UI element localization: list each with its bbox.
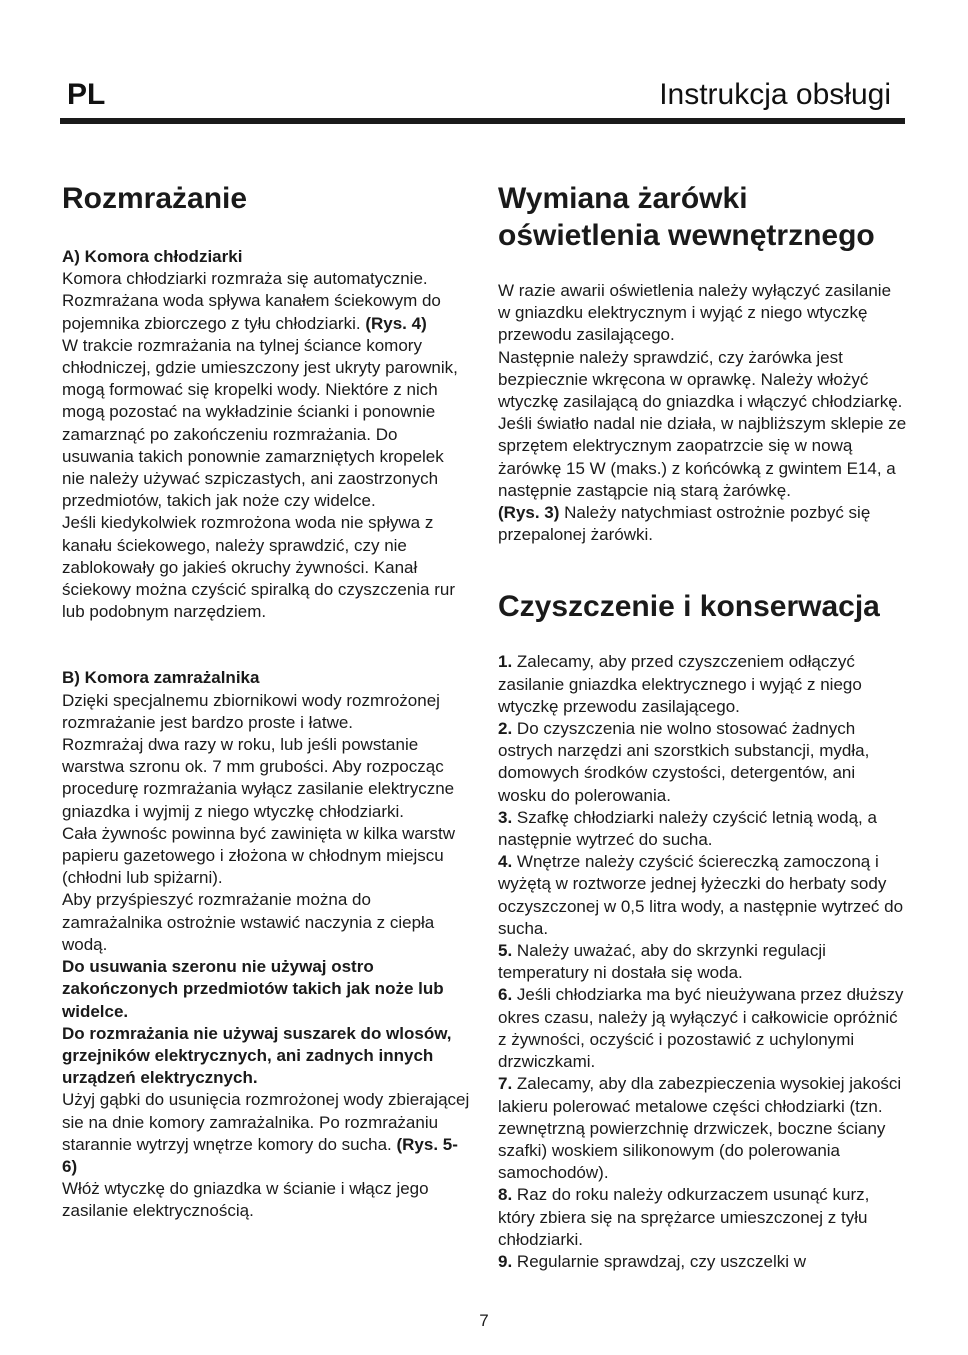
document-title: Instrukcja obsługi	[659, 78, 891, 111]
freezer-paragraph-5: Użyj gąbki do usunięcia rozmrożonej wody zbierającej sie na dnie komory zamrażalnika. Po rozmrażaniu starannie wytrzyj wnętrze komory do sucha. (Rys. 5-6)	[62, 1090, 470, 1176]
freezer-paragraph-1: Dzięki specjalnemu zbiornikowi wody rozmrożonej rozmrażanie jest bardzo proste i łatwe.	[62, 690, 440, 732]
bulb-paragraph-3: Jeśli światło nadal nie działa, w najbliższym sklepie ze sprzętem elektrycznym zaopatrzcie się w nową żarówkę 15 W (maks.) z końcówką z gwintem E14, a następnie zastąpcie nią starą żarówkę.	[498, 414, 907, 500]
bulb-heading: Wymiana żarówki oświetlenia wewnętrznego	[498, 182, 875, 252]
cleaning-item	[498, 807, 908, 851]
figure-ref: (Rys. 3)	[498, 503, 560, 523]
freezer-section-title: B) Komora zamrażalnika	[62, 668, 260, 688]
cleaning-item	[498, 940, 908, 984]
item-number: 7.	[498, 1074, 513, 1094]
item-text: Zalecamy, aby przed czyszczeniem odłączyć zasilanie gniazdka elektrycznego i wyjąć z niego wtyczkę przewodu zasilającego.	[498, 652, 862, 716]
item-text: Wnętrze należy czyścić ściereczką zamoczoną i wyżętą w roztworze jednej łyżeczki do herbaty sody oczyszczonej w 0,5 litra wody, a następnie wytrzeć do sucha.	[498, 852, 904, 938]
page-number: 7	[479, 1311, 489, 1330]
item-text: Regularnie sprawdzaj, czy uszczelki w	[516, 1251, 807, 1271]
freezer-paragraph-6: Włóż wtyczkę do gniazdka w ścianie i włącz jego zasilanie elektrycznością.	[62, 1179, 429, 1221]
item-number: 6.	[498, 985, 513, 1005]
item-number: 5.	[498, 941, 513, 961]
item-number: 4.	[498, 852, 513, 872]
item-text: Szafkę chłodziarki należy czyścić letnią wodą, a następnie wytrzeć do sucha.	[498, 807, 877, 850]
item-number: 1.	[498, 652, 513, 672]
bulb-paragraph-1: W razie awarii oświetlenia należy wyłączyć zasilanie w gniazdku elektrycznym i wyjąć z niego wtyczkę przewodu zasilającego.	[498, 281, 892, 345]
right-column	[498, 170, 908, 1273]
cleaning-item	[498, 718, 908, 807]
fridge-paragraph-1: Komora chłodziarki rozmraża się automatycznie. Rozmrażana woda spływa kanałem ściekowym do pojemnika zbiorczego z tyłu chłodziarki. (Rys. 4)	[62, 269, 441, 333]
cleaning-item	[498, 1073, 908, 1184]
freezer-paragraph-2: Rozmrażaj dwa razy w roku, lub jeśli powstanie warstwa szronu ok. 7 mm grubości. Aby rozpocząc procedurę rozmrażania wyłącz zasilanie elektryczne gniazdka i wyjmij z niego wtyczkę chłodziarki.	[62, 735, 455, 821]
cleaning-item	[498, 851, 908, 940]
defrosting-heading: Rozmrażanie	[62, 182, 248, 215]
item-number: 2.	[498, 719, 513, 739]
item-text: Zalecamy, aby dla zabezpieczenia wysokiej jakości lakieru polerować metalowe części chłodziarki (tzn. zewnętrzną powierzchnię drzwiczek, boczne ściany szafki) woskiem silikonowym (do polerowania samochodów).	[498, 1074, 902, 1183]
cleaning-item	[498, 1184, 908, 1251]
bulb-paragraph-4: (Rys. 3) Należy natychmiast ostrożnie pozbyć się przepalonej żarówki.	[498, 503, 871, 545]
item-text: Raz do roku należy odkurzaczem usunąć kurz, który zbiera się na sprężarce umieszczonej z tyłu chłodziarki.	[498, 1185, 870, 1249]
fridge-section-title: A) Komora chłodziarki	[62, 247, 243, 266]
header-rule	[60, 118, 905, 124]
cleaning-item	[498, 651, 908, 718]
figure-ref: (Rys. 5-6)	[62, 1134, 458, 1176]
cleaning-heading: Czyszczenie i konserwacja	[498, 590, 880, 624]
item-number: 8.	[498, 1185, 513, 1205]
item-number: 3.	[498, 807, 513, 827]
left-column	[62, 170, 470, 1223]
fridge-paragraph-2: W trakcie rozmrażania na tylnej ściance komory chłodniczej, gdzie umieszczony jest ukryty parownik, mogą formować się kropelki wody. Niektóre z nich mogą pozostać na wykładzinie ścianki i ponownie zamarznąć po zakończeniu rozmrażania. Do usuwania takich ponownie zamarzniętych kropelek nie należy używać szpiczastych, ani zaostrzonych przedmiotów, takich jak noże czy widelce.	[62, 335, 458, 511]
item-text: Jeśli chłodziarka ma być nieużywana przez dłuższy okres czasu, należy ją wyłączyć i całkowicie opróżnić z żywności, oczyścić i pozostawić z uchylonymi drzwiczkami.	[498, 985, 904, 1072]
fridge-paragraph-3: Jeśli kiedykolwiek rozmrożona woda nie spływa z kanału ściekowego, należy sprawdzić, czy nie zablokowały go jakieś okruchy żywności. Kanał ściekowy można czyścić spiralką do czyszczenia rur lub podobnym narzędziem.	[62, 513, 456, 622]
cleaning-item	[498, 984, 908, 1073]
item-text: Do czyszczenia nie wolno stosować żadnych ostrych narzędzi ani szorstkich substancji, mydła, domowych środków czystości, detergentów, ani wosku do polerowania.	[498, 719, 870, 805]
language-code: PL	[67, 78, 106, 111]
item-text: Należy uważać, aby do skrzynki regulacji temperatury ni dostała się woda.	[498, 941, 826, 983]
cleaning-item	[498, 1251, 908, 1273]
freezer-paragraph-3: Cała żywnośc powinna być zawinięta w kilka warstw papieru gazetowego i złożona w chłodnym miejscu (chłodni lub spiżarni).	[62, 823, 456, 888]
item-number: 9.	[498, 1251, 513, 1271]
freezer-warning-2: Do rozmrażania nie używaj suszarek do wlosów, grzejników elektrycznych, ani zadnych innych urządzeń elektrycznych.	[62, 1023, 452, 1088]
freezer-paragraph-4: Aby przyśpieszyć rozmrażanie można do zamrażalnika ostrożnie wstawić naczynia z ciepła wodą.	[62, 890, 435, 954]
freezer-warning-1: Do usuwania szeronu nie używaj ostro zakończonych przedmiotów takich jak noże lub widelce.	[62, 957, 444, 1021]
page-header	[62, 68, 905, 120]
bulb-paragraph-2: Następnie należy sprawdzić, czy żarówka jest bezpiecznie wkręcona w oprawkę. Należy włożyć wtyczkę zasilającą do gniazdka i włączyć chłodziarkę.	[498, 347, 903, 412]
figure-ref: (Rys. 4)	[365, 313, 427, 333]
cleaning-list	[498, 651, 908, 1273]
